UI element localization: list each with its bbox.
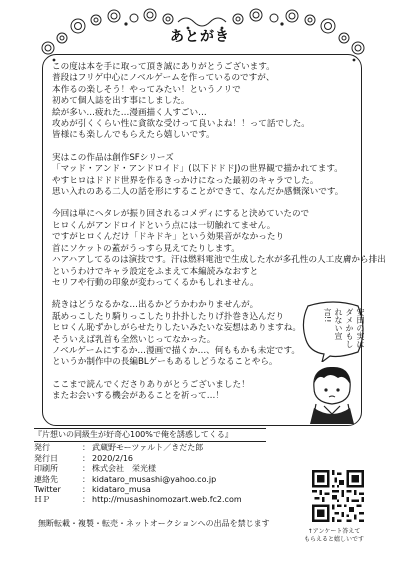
text-line: 普段はフリゲ中心にノベルゲームを作っているのですが、 — [52, 73, 275, 84]
colophon-label: ＨＰ — [34, 495, 50, 505]
qr-code — [312, 470, 364, 522]
text-line: またお会いする機会があることを祈って…！ — [52, 391, 224, 402]
colophon-row-date — [34, 454, 266, 464]
page-title: あとがき — [170, 29, 230, 45]
text-line: 攻めが引くくらい性に貪欲な受けって良いよね！！って話でした。 — [52, 119, 310, 130]
colophon-separator: ： — [82, 485, 90, 495]
text-line: 思い入れのある二人の話を形にすることができて、なんだか感慨深いです。 — [52, 187, 344, 198]
qr-caption-line: ↑アンケート答えて — [307, 528, 361, 535]
colophon-separator: ： — [82, 443, 90, 453]
qr-caption — [292, 528, 376, 543]
paragraph-1 — [52, 62, 360, 142]
text-line: 続きはどうなるかな…出るかどうかわかりませんが。 — [52, 300, 259, 311]
copyright-notice: 無断転載・複製・転売・ネットオークションへの出品を禁じます — [38, 519, 270, 528]
text-line: そういえば乳首も全然いじってなかった。 — [52, 334, 216, 345]
speech-bubble-text: 安田の実はダメかもしれない宣言!! — [323, 308, 365, 348]
qr-caption-line: もらえると嬉しいです — [303, 535, 364, 543]
book-title: 『片想いの同級生が好奇心100%で俺を誘惑してくる』 — [34, 428, 266, 442]
text-line: ノベルゲームにするか…漫画で描くか…、何ももかも未定です。 — [52, 345, 301, 356]
twitter-handle: kidataro_musa — [92, 485, 151, 495]
colophon-label: 連絡先 — [34, 474, 58, 484]
colophon — [34, 428, 266, 506]
text-line: この度は本を手に取って頂き誠にありがとうございます。 — [52, 62, 275, 72]
text-line: 絵が多い…疲れた…漫画描く人すごい… — [52, 107, 207, 118]
homepage-url: http://musashinomozart.web.fc2.com — [92, 495, 242, 505]
colophon-value: 2020/2/16 — [92, 453, 134, 463]
text-line: ヒロくん恥ずかしがらせたりしたいみたいな妄想はありますね。 — [52, 323, 301, 334]
text-line: ハアハアしてるのは演技です。汗は燃料電池で生成した水が多孔性の人工皮膚から排出 — [52, 255, 386, 266]
colophon-row-contact — [34, 475, 266, 485]
text-line: というわけでキャラ設定をふまえて本編読みなおすと — [52, 266, 259, 277]
colophon-value: 株式会社 栄光様 — [92, 464, 156, 474]
colophon-separator: ： — [82, 495, 90, 505]
colophon-row-printer — [34, 464, 266, 474]
text-line: ここまで読んでくださりありがとうございました！ — [52, 379, 250, 390]
colophon-separator: ： — [82, 464, 90, 474]
text-line: 「マッド・アンド・アンドロイド」(以下ドドドJ)の世界観で描かれてます。 — [52, 164, 343, 175]
colophon-separator: ： — [82, 453, 90, 463]
colophon-row-homepage — [34, 495, 266, 505]
text-line: 皆様にも楽しんでもらえたら嬉しいです。 — [52, 130, 215, 141]
paragraph-3 — [52, 209, 386, 289]
paragraph-2 — [52, 153, 360, 199]
colophon-label: 発行 — [34, 443, 50, 453]
text-line: ですがヒロくんだけ「ドキドキ」という効果音がなかったり — [52, 232, 285, 243]
text-line: やすヒロはドドド世界を作るきっかけになった最初のキャラでした。 — [52, 175, 319, 186]
text-line: 実はこの作品は創作SFシリーズ — [52, 152, 174, 163]
contact-email: kidataro_musashi@yahoo.co.jp — [92, 474, 217, 484]
text-line: 今回は単にヘタレが振り回されるコメディにすると決めていたので — [52, 209, 310, 220]
text-line: ヒロくんがアンドロイドという点には一切触れてません。 — [52, 220, 276, 231]
text-line: 初めて個人誌を出す事にしました。 — [52, 96, 190, 107]
text-line: 首にソケットの蓋がうっすら見えてたりします。 — [52, 243, 240, 254]
colophon-separator: ： — [82, 474, 90, 484]
text-line: 舐めっこしたり騎りっこしたり扑扑したりげ扑巻き込んだり — [52, 311, 284, 322]
text-line: 本作るの楽しそう！やってみたい！というノリで — [52, 84, 241, 95]
colophon-label: 発行日 — [34, 453, 58, 463]
text-line: セリフや行動の印象が変わってくるかもしれません。 — [52, 277, 259, 288]
colophon-value: 武蔵野モーツァルト／きだた郎 — [92, 443, 204, 453]
colophon-row-twitter — [34, 485, 266, 495]
colophon-label: 印刷所 — [34, 464, 58, 474]
chibi-character-illustration — [300, 362, 362, 424]
colophon-label: Twitter — [34, 485, 61, 495]
colophon-row-publisher — [34, 443, 266, 453]
text-line: というか制作中の長編BLゲーもあるしどうなることやら。 — [52, 357, 278, 368]
